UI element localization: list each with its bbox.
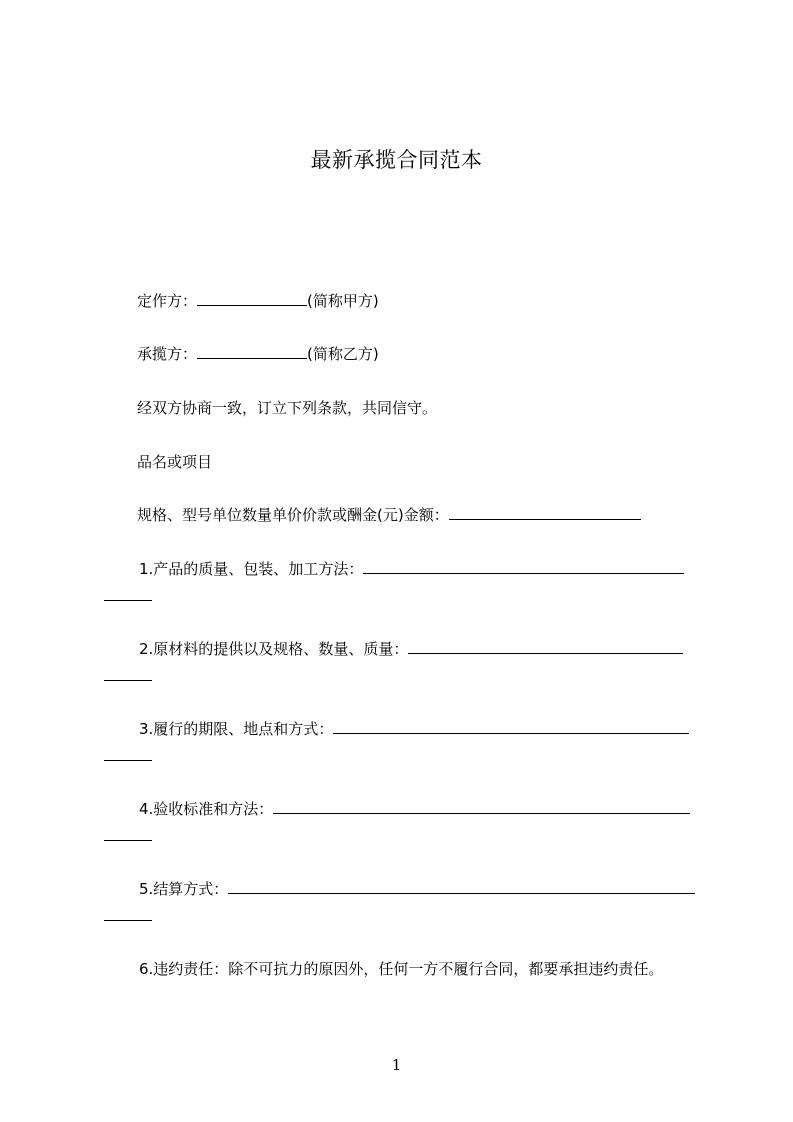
clause-4 [139,799,690,819]
clause-3-blank[interactable] [333,719,689,734]
clause-5-blank-continued[interactable] [104,919,152,921]
orderer-note: (简称甲方) [307,292,379,310]
clause-1 [139,559,684,579]
clause-6: 6.违约责任：除不可抗力的原因外，任何一方不履行合同，都要承担违约责任。 [139,960,664,978]
clause-3-blank-continued[interactable] [104,759,152,761]
clause-2 [139,639,683,659]
clause-5-label: 5.结算方式： [139,880,229,898]
clause-2-label: 2.原材料的提供以及规格、数量、质量： [139,640,409,658]
contractor-line [137,344,379,364]
clause-3 [139,719,689,739]
orderer-label: 定作方： [137,292,198,310]
document-title: 最新承揽合同范本 [310,148,483,172]
clause-1-blank-continued[interactable] [104,599,152,601]
clause-4-label: 4.验收标准和方法： [139,800,274,818]
clause-5-blank[interactable] [228,879,695,894]
orderer-line [137,291,379,311]
orderer-blank[interactable] [197,291,307,306]
clause-3-label: 3.履行的期限、地点和方式： [139,720,334,738]
contractor-blank[interactable] [197,344,307,359]
clause-2-blank-continued[interactable] [104,679,152,681]
contractor-label: 承揽方： [137,345,198,363]
preamble: 经双方协商一致，订立下列条款，共同信守。 [137,399,438,417]
contractor-note: (简称乙方) [307,345,379,363]
spec-blank[interactable] [449,505,641,520]
clause-4-blank-continued[interactable] [104,839,152,841]
clause-1-label: 1.产品的质量、包装、加工方法： [139,560,364,578]
spec-label: 规格、型号单位数量单价价款或酬金(元)金额： [137,506,449,524]
clause-2-blank[interactable] [408,639,683,654]
spec-line [137,505,641,525]
clause-5 [139,879,695,899]
item-name: 品名或项目 [137,453,213,471]
clause-4-blank[interactable] [273,799,690,814]
page-number: 1 [391,1056,402,1074]
clause-1-blank[interactable] [363,559,684,574]
